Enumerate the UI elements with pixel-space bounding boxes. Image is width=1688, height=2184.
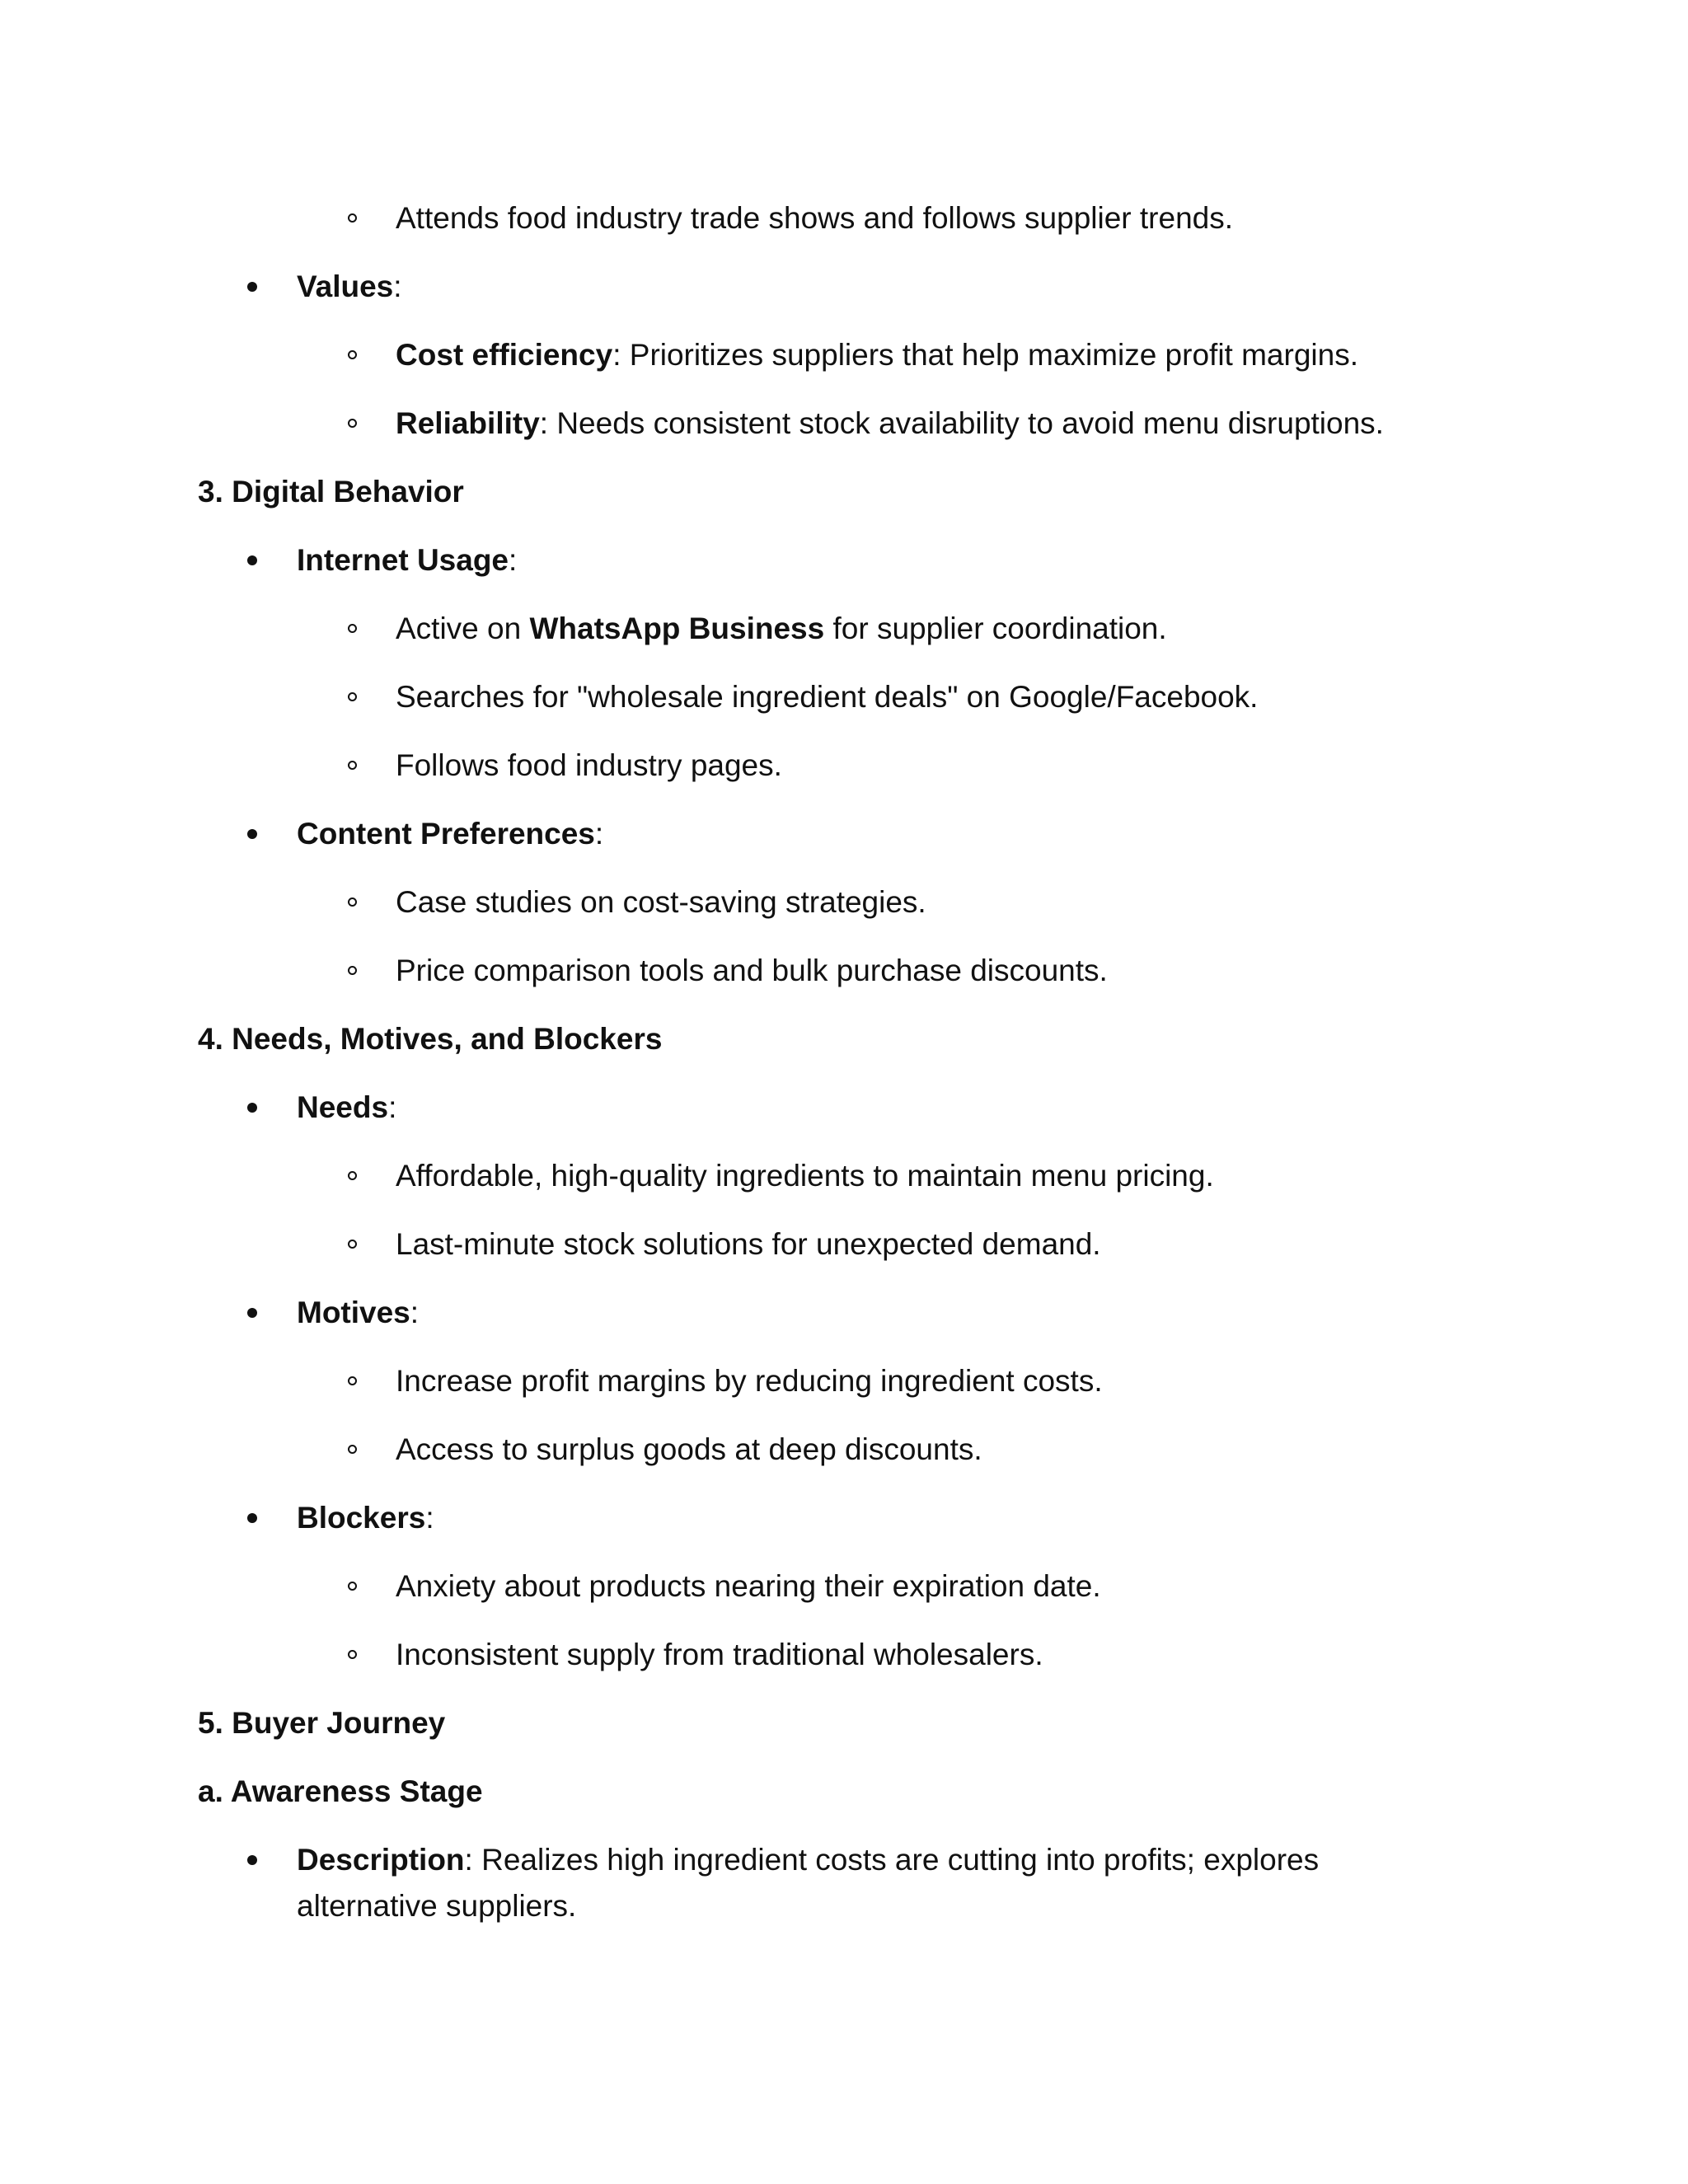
disc-bullet-icon bbox=[247, 829, 257, 839]
list-item: Access to surplus goods at deep discounts. bbox=[396, 1432, 982, 1466]
list-item: Values: bbox=[297, 269, 402, 303]
list-item: Cost efficiency: Prioritizes suppliers that help maximize profit margins. bbox=[396, 338, 1358, 372]
list-item: Needs: bbox=[297, 1090, 397, 1124]
list-item: Internet Usage: bbox=[297, 543, 518, 577]
section-heading: 5. Buyer Journey bbox=[198, 1706, 446, 1740]
list-item: Active on WhatsApp Business for supplier coordination. bbox=[396, 612, 1167, 645]
list-item: Blockers: bbox=[297, 1501, 434, 1535]
list-item: Reliability: Needs consistent stock availability to avoid menu disruptions. bbox=[396, 406, 1384, 440]
circle-bullet-icon bbox=[348, 624, 357, 633]
list-item: Description: Realizes high ingredient costs are cutting into profits; explores alternative suppliers. bbox=[297, 1843, 1320, 1923]
circle-bullet-icon bbox=[348, 213, 357, 223]
disc-bullet-icon bbox=[247, 1513, 257, 1523]
list-item: Price comparison tools and bulk purchase discounts. bbox=[396, 954, 1108, 987]
list-item: Motives: bbox=[297, 1296, 420, 1329]
disc-bullet-icon bbox=[247, 1855, 257, 1865]
disc-bullet-icon bbox=[247, 555, 257, 565]
circle-bullet-icon bbox=[348, 1582, 357, 1591]
circle-bullet-icon bbox=[348, 1240, 357, 1249]
list-item: Searches for "wholesale ingredient deals" on Google/Facebook. bbox=[396, 680, 1259, 714]
list-item: Case studies on cost-saving strategies. bbox=[396, 885, 926, 919]
circle-bullet-icon bbox=[348, 1650, 357, 1659]
circle-bullet-icon bbox=[348, 761, 357, 770]
section-heading: 4. Needs, Motives, and Blockers bbox=[198, 1022, 663, 1056]
list-item: Increase profit margins by reducing ingredient costs. bbox=[396, 1364, 1103, 1398]
list-item: Content Preferences: bbox=[297, 817, 604, 851]
circle-bullet-icon bbox=[348, 350, 357, 359]
disc-bullet-icon bbox=[247, 1103, 257, 1113]
list-item: Affordable, high-quality ingredients to maintain menu pricing. bbox=[396, 1159, 1214, 1193]
circle-bullet-icon bbox=[348, 966, 357, 975]
subsection-heading: a. Awareness Stage bbox=[198, 1774, 483, 1808]
circle-bullet-icon bbox=[348, 1445, 357, 1454]
circle-bullet-icon bbox=[348, 1171, 357, 1180]
disc-bullet-icon bbox=[247, 282, 257, 292]
list-item: Anxiety about products nearing their expiration date. bbox=[396, 1569, 1101, 1603]
list-item: Last-minute stock solutions for unexpected demand. bbox=[396, 1227, 1101, 1261]
circle-bullet-icon bbox=[348, 692, 357, 701]
section-heading: 3. Digital Behavior bbox=[198, 475, 464, 509]
list-item: Follows food industry pages. bbox=[396, 748, 782, 782]
circle-bullet-icon bbox=[348, 898, 357, 907]
circle-bullet-icon bbox=[348, 419, 357, 428]
disc-bullet-icon bbox=[247, 1308, 257, 1318]
list-item: Inconsistent supply from traditional wholesalers. bbox=[396, 1638, 1043, 1671]
circle-bullet-icon bbox=[348, 1376, 357, 1385]
list-item: Attends food industry trade shows and follows supplier trends. bbox=[396, 201, 1234, 235]
